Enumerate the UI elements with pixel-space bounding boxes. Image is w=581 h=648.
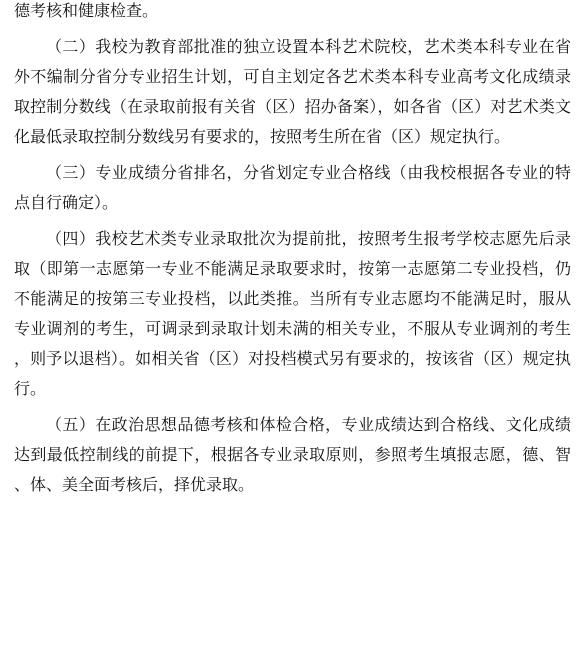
paragraph-2: （二）我校为教育部批准的独立设置本科艺术院校，艺术类本科专业在省外不编制分省分专业招生计划，可自主划定各艺术类本科专业高考文化成绩录取控制分数线（在录取前报有关省（区）招办备案），如各省（区）对艺术类文化最低录取控制分数线另有要求的，按照考生所在省（区）规定执行。 [14, 37, 571, 146]
paragraph-3: （三）专业成绩分省排名，分省划定专业合格线（由我校根据各专业的特点自行确定）。 [14, 163, 571, 212]
paragraph-4: （四）我校艺术类专业录取批次为提前批，按照考生报考学校志愿先后录取（即第一志愿第一专业不能满足录取要求时，按第一志愿第二专业投档，仍不能满足的按第三专业投档，以此类推。当所有专业志愿均不能满足时，服从专业调剂的考生，可调录到录取计划未满的相关专业，不服从专业调剂的考生，则予以退档）。如相关省（区）对投档模式另有要求的，按该省（区）规定执行。 [14, 229, 571, 398]
paragraph-continuation: 德考核和健康检查。 [14, 1, 159, 20]
paragraph-5: （五）在政治思想品德考核和体检合格，专业成绩达到合格线、文化成绩达到最低控制线的前提下，根据各专业录取原则，参照考生填报志愿，德、智、体、美全面考核后，择优录取。 [14, 415, 571, 494]
